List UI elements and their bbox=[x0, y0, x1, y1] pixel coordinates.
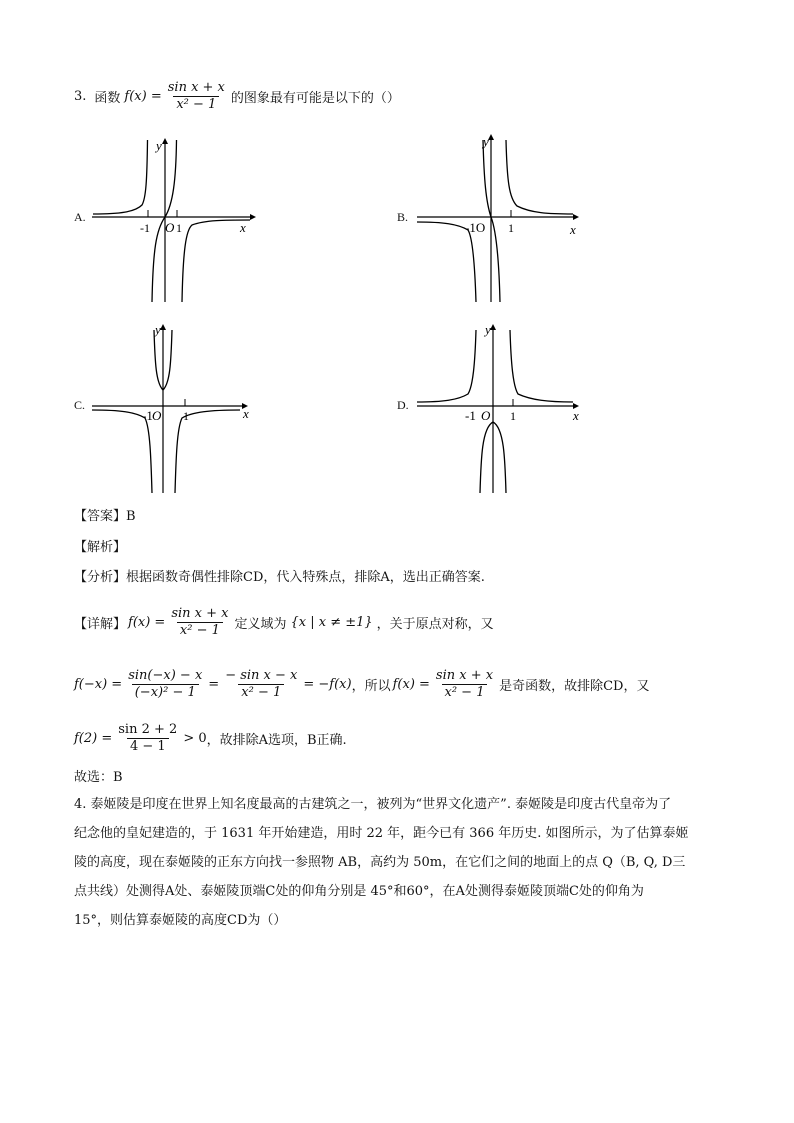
xiangjie-fx: f(x) = bbox=[128, 614, 166, 630]
symm-text: ，关于原点对称，又 bbox=[376, 616, 494, 632]
eq-neg-fx: = −f(x) bbox=[303, 676, 352, 692]
q3-numerator: sin x + x bbox=[167, 79, 225, 95]
line2-tail: 是奇函数，故排除CD，又 bbox=[499, 678, 650, 694]
x-label: x bbox=[570, 222, 576, 237]
y-label: y bbox=[156, 138, 162, 153]
label-origin: O bbox=[165, 220, 175, 235]
choice-line: 故选：B bbox=[74, 770, 123, 785]
q3-tail: 的图象最有可能是以下的（） bbox=[230, 90, 400, 106]
label-neg1: -1 bbox=[465, 408, 476, 423]
xiangjie-numerator: sin x + x bbox=[171, 605, 229, 621]
y-axis-arrow bbox=[162, 138, 168, 144]
answer-label: 【答案】 bbox=[74, 509, 127, 524]
x-axis-arrow bbox=[250, 214, 256, 220]
frac2-den: x² − 1 bbox=[238, 684, 284, 701]
frac1 bbox=[125, 668, 205, 701]
f2-fraction bbox=[115, 722, 180, 755]
y-axis-arrow bbox=[160, 324, 166, 330]
frac3-den: x² − 1 bbox=[442, 684, 488, 701]
frac3 bbox=[433, 668, 496, 701]
y-label: y bbox=[155, 322, 161, 337]
graph-a bbox=[90, 130, 260, 305]
answer-value: B bbox=[126, 509, 136, 524]
y-axis-arrow bbox=[490, 324, 496, 330]
q4-line3: 陵的高度，现在泰姬陵的正东方向找一参照物 AB，高约为 50m，在它们之间的地面上的点 Q（B, Q, D三 bbox=[74, 855, 686, 870]
option-d-label: D. bbox=[397, 398, 409, 412]
y-label: y bbox=[483, 134, 489, 149]
graph-b bbox=[413, 130, 583, 305]
curve-right bbox=[506, 140, 573, 214]
q4-line2: 纪念他的皇妃建造的，于 1631 年开始建造，用时 22 年，距今已有 366 年历史. 如图所示，为了估算泰姬 bbox=[74, 826, 689, 841]
xiangjie-label: 【详解】 bbox=[74, 616, 127, 632]
label-neg1: -1 bbox=[142, 408, 153, 423]
line2-fx: f(x) = bbox=[392, 676, 430, 692]
so-text: ，所以 bbox=[351, 678, 391, 694]
label-pos1: 1 bbox=[510, 409, 516, 423]
x-label: x bbox=[573, 408, 579, 423]
f2-num: sin 2 + 2 bbox=[118, 721, 178, 737]
frac2 bbox=[222, 668, 300, 701]
graph-c bbox=[90, 318, 260, 496]
curve-left bbox=[93, 140, 148, 214]
frac1-num: sin(−x) − x bbox=[128, 667, 203, 683]
label-pos1: 1 bbox=[183, 409, 189, 423]
option-c-label: C. bbox=[74, 398, 86, 412]
graph-d bbox=[413, 318, 588, 496]
domain-text: 定义域为 bbox=[234, 616, 287, 632]
label-neg1: -1 bbox=[140, 221, 150, 235]
answer-line bbox=[74, 505, 136, 524]
q4-line1: 4. 泰姬陵是印度在世界上知名度最高的古建筑之一，被列为“世界文化遗产”. 泰姬陵是印度古代皇帝为了 bbox=[74, 797, 672, 812]
q3-line bbox=[74, 78, 400, 114]
q3-fx: f(x) = bbox=[124, 88, 162, 104]
curve-left bbox=[417, 330, 476, 402]
odd-function-line bbox=[74, 662, 649, 706]
label-neg1-origin: -1O bbox=[465, 220, 486, 235]
q4-line5: 15°，则估算泰姬陵的高度CD为（） bbox=[74, 913, 287, 928]
fenxi-label: 【分析】 bbox=[74, 570, 127, 585]
fenxi-line bbox=[74, 566, 485, 585]
f-neg-x: f(−x) = bbox=[74, 676, 123, 692]
label-origin: O bbox=[481, 408, 491, 423]
frac1-den: (−x)² − 1 bbox=[132, 684, 199, 701]
label-pos1: 1 bbox=[176, 221, 182, 235]
q4-line4: 点共线）处测得A处、泰姬陵顶端C处的仰角分别是 45°和60°，在A处测得泰姬陵顶端C处的仰角为 bbox=[74, 884, 644, 899]
x-label: x bbox=[243, 406, 249, 421]
f2-lhs: f(2) = bbox=[74, 730, 113, 746]
label-origin: O bbox=[152, 408, 162, 423]
xiangjie-fraction bbox=[168, 606, 231, 639]
domain-set: {x | x ≠ ±1} bbox=[290, 614, 373, 630]
fenxi-text: 根据函数奇偶性排除CD，代入特殊点，排除A，选出正确答案. bbox=[126, 570, 485, 585]
frac2-num: − sin x − x bbox=[225, 667, 298, 683]
q3-intro: 函数 bbox=[94, 90, 121, 106]
frac3-num: sin x + x bbox=[435, 667, 494, 683]
xiangjie-line1 bbox=[74, 602, 494, 642]
f2-tail: ，故排除A选项，B正确. bbox=[206, 732, 347, 748]
eq-sign: = bbox=[208, 676, 220, 692]
q3-denominator: x² − 1 bbox=[173, 96, 219, 113]
y-axis-arrow bbox=[488, 134, 494, 140]
f2-line bbox=[74, 718, 347, 758]
xiangjie-denominator: x² − 1 bbox=[177, 622, 223, 639]
option-a-label: A. bbox=[74, 210, 86, 224]
x-label: x bbox=[240, 220, 246, 235]
option-b-label: B. bbox=[397, 210, 409, 224]
q3-number: 3. bbox=[74, 88, 87, 104]
q4-paragraph bbox=[74, 790, 734, 935]
x-axis-arrow bbox=[573, 214, 579, 220]
analysis-title: 【解析】 bbox=[74, 540, 127, 555]
f2-den: 4 − 1 bbox=[127, 738, 169, 755]
q3-fraction bbox=[165, 80, 228, 113]
f2-gt: > 0 bbox=[183, 730, 207, 746]
curve-right bbox=[510, 330, 573, 402]
y-label: y bbox=[485, 322, 491, 337]
label-pos1: 1 bbox=[508, 221, 514, 235]
